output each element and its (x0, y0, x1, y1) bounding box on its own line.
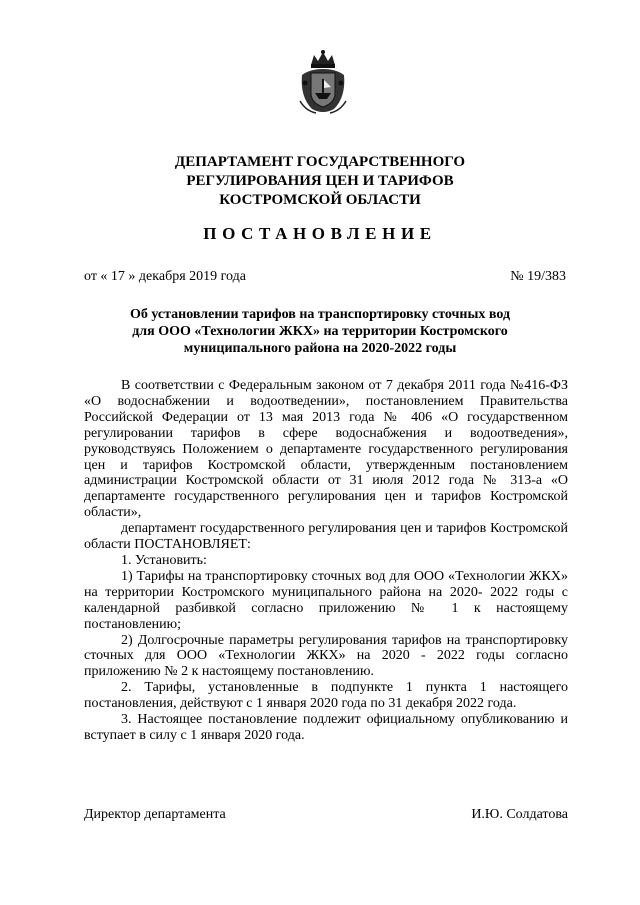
signatory-name: И.Ю. Солдатова (471, 807, 568, 822)
agency-line: ДЕПАРТАМЕНТ ГОСУДАРСТВЕННОГО (174, 154, 466, 170)
agency-line: РЕГУЛИРОВАНИЯ ЦЕН И ТАРИФОВ (186, 173, 454, 189)
agency-name (100, 153, 540, 210)
document-date: от « 17 » декабря 2019 года (84, 269, 246, 284)
title-line: Об установлении тарифов на транспортировку сточных вод (129, 307, 511, 322)
body-paragraph: 1) Тарифы на транспортировку сточных вод для ООО «Технологии ЖКХ» на территории Костромского муниципального района на 2020- 2022 годы с календарной разбивкой согласно приложению № 1 к настоящему постановлению; (84, 568, 568, 632)
body-paragraph: департамент государственного регулирования цен и тарифов Костромской области ПОСТАНОВЛЯЕТ: (84, 521, 568, 553)
document-type: ПОСТАНОВЛЕНИЕ (203, 224, 437, 243)
title-line: муниципального района на 2020-2022 годы (183, 341, 457, 356)
body-paragraph: В соответствии с Федеральным законом от 7 декабря 2011 года №416-ФЗ «О водоснабжении и водоотведении», постановлением Правительства Российской Федерации от 13 мая 2013 года № 406 «О государственном регулировании тарифов в сфере водоснабжения и водоотведения», руководствуясь Положением о департаменте государственного регулирования цен и тарифов Костромской области, утвержденным постановлением администрации Костромской области от 31 июля 2012 года № 313-а «О департаменте государственного регулирования цен и тарифов Костромской области», (84, 378, 568, 521)
agency-line: КОСТРОМСКОЙ ОБЛАСТИ (219, 192, 421, 208)
title-line: для ООО «Технологии ЖКХ» на территории Костромского (132, 324, 508, 339)
signatory-title: Директор департамента (84, 807, 226, 822)
document-title (90, 306, 550, 357)
coat-of-arms-icon (296, 49, 350, 115)
body-paragraph: 2. Тарифы, установленные в подпункте 1 пункта 1 настоящего постановления, действуют с 1 января 2020 года по 31 декабря 2022 года. (84, 680, 568, 712)
document-number: № 19/383 (510, 269, 566, 284)
body-paragraph: 3. Настоящее постановление подлежит официальному опубликованию и вступает в силу с 1 января 2020 года. (84, 712, 568, 743)
body-paragraph: 2) Долгосрочные параметры регулирования тарифов на транспортировку сточных для ООО «Технологии ЖКХ» на 2020 - 2022 годы согласно приложению № 2 к настоящему постановлению. (84, 632, 568, 680)
document-body (84, 378, 568, 744)
body-paragraph: 1. Установить: (121, 552, 207, 568)
